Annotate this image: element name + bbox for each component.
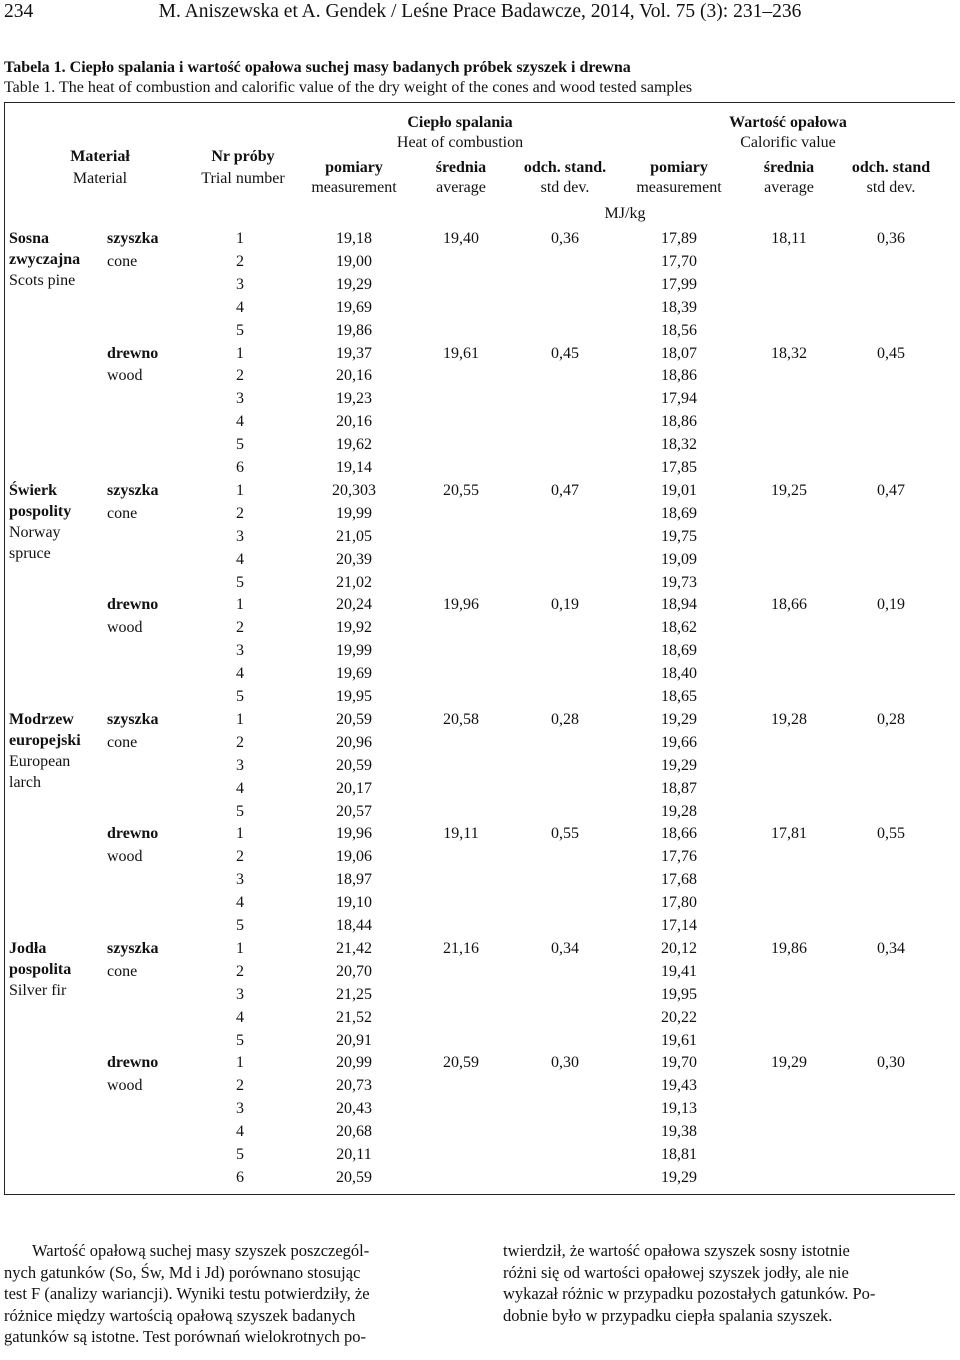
heat-measurement-cell: 19,37	[336, 344, 372, 362]
cal-measurement-cell: 17,94	[661, 390, 697, 408]
cal-measurement-cell: 17,68	[661, 871, 697, 889]
trial-number-cell: 3	[236, 275, 244, 293]
heat-measurement-cell: 20,303	[332, 481, 376, 499]
heat-average-cell: 21,16	[443, 939, 479, 957]
cal-measurement-cell: 19,70	[661, 1054, 697, 1072]
material-label-pl: drewno	[107, 344, 159, 362]
header-heat-average-pl: średnia	[435, 159, 487, 176]
trial-number-cell: 5	[236, 573, 244, 591]
header-trial-en: Trial number	[201, 170, 285, 187]
cal-measurement-cell: 19,29	[661, 710, 697, 728]
trial-number-cell: 1	[236, 596, 244, 614]
trial-number-cell: 4	[236, 1008, 244, 1026]
text-line: Wartość opałową suchej masy szyszek poszczegól-	[32, 1241, 370, 1260]
cal-std-cell: 0,34	[877, 939, 905, 957]
header-cal-average-pl: średnia	[763, 159, 815, 176]
trial-number-cell: 1	[236, 1054, 244, 1072]
cal-measurement-cell: 18,81	[661, 1146, 697, 1163]
trial-number-cell: 3	[236, 642, 244, 660]
heat-measurement-cell: 20,59	[336, 1168, 372, 1186]
header-material-pl: Materiał	[70, 148, 130, 165]
cal-measurement-cell: 19,28	[661, 802, 697, 820]
trial-number-cell: 1	[236, 825, 244, 843]
heat-measurement-cell: 19,10	[336, 894, 372, 912]
trial-number-cell: 3	[236, 871, 244, 889]
material-label-en: wood	[107, 367, 143, 385]
heat-measurement-cell: 20,57	[336, 802, 372, 820]
species-name-pl: Świerk	[9, 481, 57, 499]
cal-measurement-cell: 18,86	[661, 413, 697, 431]
cal-average-cell: 19,25	[771, 481, 807, 499]
heat-measurement-cell: 20,59	[336, 756, 372, 774]
trial-number-cell: 4	[236, 298, 244, 316]
text-line: test F (analizy wariancji). Wyniki testu potwierdziły, że	[4, 1284, 370, 1304]
header-calorific-en: Calorific value	[740, 134, 836, 151]
cal-measurement-cell: 18,39	[661, 298, 697, 316]
header-cal-std-pl: odch. stand	[851, 159, 931, 176]
trial-number-cell: 4	[236, 1123, 244, 1141]
unit-label: MJ/kg	[604, 205, 646, 222]
heat-measurement-cell: 21,02	[336, 573, 372, 591]
cal-average-cell: 19,86	[771, 939, 807, 957]
cal-measurement-cell: 19,73	[661, 573, 697, 591]
cal-measurement-cell: 17,80	[661, 894, 697, 912]
material-label-pl: drewno	[107, 825, 159, 843]
heat-measurement-cell: 21,52	[336, 1008, 372, 1026]
cal-measurement-cell: 18,56	[661, 321, 697, 339]
table-bottom-rule	[4, 1194, 955, 1195]
cal-measurement-cell: 19,61	[661, 1031, 697, 1049]
header-cal-average-en: average	[764, 179, 814, 196]
material-label-pl: szyszka	[107, 939, 159, 957]
cal-measurement-cell: 17,85	[661, 459, 697, 476]
body-text-right	[503, 1240, 956, 1326]
text-line: dobnie było w przypadku ciepła spalania szyszek.	[503, 1305, 833, 1325]
heat-measurement-cell: 19,69	[336, 298, 372, 316]
text-line: nych gatunków (So, Św, Md i Jd) porównano stosując	[4, 1262, 361, 1282]
trial-number-cell: 5	[236, 1146, 244, 1163]
text-line: różni się od wartości opałowej szyszek jodły, ale nie	[503, 1262, 849, 1282]
header-trial-pl: Nr próby	[211, 148, 275, 165]
heat-measurement-cell: 18,97	[336, 871, 372, 889]
heat-measurement-cell: 19,23	[336, 390, 372, 408]
trial-number-cell: 2	[236, 252, 244, 270]
header-heat-measurement-en: measurement	[311, 179, 397, 196]
heat-measurement-cell: 20,73	[336, 1077, 372, 1095]
cal-std-cell: 0,36	[877, 230, 905, 247]
table-top-rule	[4, 102, 955, 103]
cal-measurement-cell: 18,69	[661, 642, 697, 660]
heat-measurement-cell: 19,86	[336, 321, 372, 339]
trial-number-cell: 3	[236, 985, 244, 1003]
heat-std-cell: 0,19	[551, 596, 579, 614]
cal-measurement-cell: 19,43	[661, 1077, 697, 1095]
cal-measurement-cell: 19,66	[661, 733, 697, 751]
material-label-pl: drewno	[107, 596, 159, 614]
header-heat-pl: Ciepło spalania	[407, 114, 513, 131]
table-left-edge	[4, 102, 5, 1194]
heat-measurement-cell: 19,29	[336, 275, 372, 293]
trial-number-cell: 5	[236, 802, 244, 820]
cal-measurement-cell: 19,41	[661, 962, 697, 980]
species-name-pl: pospolity	[9, 502, 72, 520]
trial-number-cell: 4	[236, 894, 244, 912]
trial-number-cell: 6	[236, 1168, 244, 1186]
header-heat-average-en: average	[436, 179, 486, 196]
heat-measurement-cell: 20,70	[336, 962, 372, 980]
cal-measurement-cell: 18,86	[661, 367, 697, 385]
heat-measurement-cell: 19,99	[336, 504, 372, 522]
cal-measurement-cell: 18,87	[661, 779, 697, 797]
heat-measurement-cell: 19,99	[336, 642, 372, 660]
heat-measurement-cell: 20,99	[336, 1054, 372, 1072]
trial-number-cell: 2	[236, 504, 244, 522]
header-heat-std-en: std dev.	[540, 179, 590, 196]
header-heat-std-pl: odch. stand.	[523, 159, 607, 176]
species-name-en: European	[9, 752, 71, 770]
cal-measurement-cell: 19,75	[661, 527, 697, 545]
cal-std-cell: 0,45	[877, 344, 905, 362]
trial-number-cell: 4	[236, 665, 244, 683]
cal-std-cell: 0,55	[877, 825, 905, 843]
heat-measurement-cell: 20,17	[336, 779, 372, 797]
heat-std-cell: 0,55	[551, 825, 579, 843]
header-heat-en: Heat of combustion	[396, 134, 524, 151]
cal-average-cell: 18,66	[771, 596, 807, 614]
heat-std-cell: 0,36	[551, 230, 579, 247]
heat-measurement-cell: 20,43	[336, 1100, 372, 1118]
cal-average-cell: 18,32	[771, 344, 807, 362]
header-calorific-pl: Wartość opałowa	[729, 114, 847, 131]
heat-average-cell: 20,59	[443, 1054, 479, 1072]
trial-number-cell: 4	[236, 550, 244, 568]
heat-std-cell: 0,47	[551, 481, 579, 499]
caption-polish: Tabela 1. Ciepło spalania i wartość opałowa suchej masy badanych próbek szyszek i drewna	[4, 59, 631, 76]
cal-measurement-cell: 17,99	[661, 275, 697, 293]
cal-average-cell: 19,29	[771, 1054, 807, 1072]
material-label-en: wood	[107, 848, 143, 866]
heat-std-cell: 0,28	[551, 710, 579, 728]
heat-std-cell: 0,34	[551, 939, 579, 957]
page-number: 234	[4, 1, 34, 22]
heat-measurement-cell: 21,42	[336, 939, 372, 957]
trial-number-cell: 5	[236, 1031, 244, 1049]
heat-measurement-cell: 20,16	[336, 367, 372, 385]
heat-measurement-cell: 19,62	[336, 436, 372, 454]
trial-number-cell: 5	[236, 917, 244, 934]
species-name-pl: zwyczajna	[9, 251, 81, 268]
material-label-pl: szyszka	[107, 710, 159, 728]
trial-number-cell: 3	[236, 1100, 244, 1118]
heat-measurement-cell: 19,06	[336, 848, 372, 866]
heat-std-cell: 0,45	[551, 344, 579, 362]
trial-number-cell: 1	[236, 230, 244, 247]
heat-measurement-cell: 19,18	[336, 230, 372, 247]
species-name-pl: Modrzew	[9, 710, 74, 728]
cal-measurement-cell: 19,29	[661, 756, 697, 774]
page-header	[4, 0, 956, 26]
body-text-left	[4, 1240, 458, 1348]
cal-measurement-cell: 19,09	[661, 550, 697, 568]
heat-average-cell: 20,58	[443, 710, 479, 728]
heat-measurement-cell: 18,44	[336, 917, 372, 934]
heat-measurement-cell: 19,96	[336, 825, 372, 843]
heat-std-cell: 0,30	[551, 1054, 579, 1072]
heat-average-cell: 19,61	[443, 344, 479, 362]
heat-measurement-cell: 19,69	[336, 665, 372, 683]
trial-number-cell: 2	[236, 1077, 244, 1095]
heat-average-cell: 19,11	[443, 825, 479, 843]
cal-std-cell: 0,30	[877, 1054, 905, 1072]
trial-number-cell: 3	[236, 390, 244, 408]
material-label-en: wood	[107, 1077, 143, 1095]
species-name-en: larch	[9, 773, 41, 791]
text-line: różnice między wartością opałową szyszek badanych	[4, 1305, 356, 1325]
heat-measurement-cell: 20,59	[336, 710, 372, 728]
species-name-pl: pospolita	[9, 960, 72, 978]
cal-measurement-cell: 18,69	[661, 504, 697, 522]
cal-average-cell: 19,28	[771, 710, 807, 728]
species-name-en: spruce	[9, 544, 51, 562]
heat-measurement-cell: 20,91	[336, 1031, 372, 1049]
cal-average-cell: 18,11	[771, 230, 807, 247]
cal-measurement-cell: 19,38	[661, 1123, 697, 1141]
cal-measurement-cell: 20,22	[661, 1008, 697, 1026]
trial-number-cell: 1	[236, 939, 244, 957]
cal-measurement-cell: 19,13	[661, 1100, 697, 1118]
trial-number-cell: 5	[236, 321, 244, 339]
trial-number-cell: 2	[236, 733, 244, 751]
heat-measurement-cell: 19,14	[336, 459, 372, 476]
species-name-pl: Sosna	[9, 230, 50, 247]
trial-number-cell: 5	[236, 688, 244, 705]
material-label-pl: drewno	[107, 1054, 159, 1072]
heat-measurement-cell: 20,39	[336, 550, 372, 568]
trial-number-cell: 5	[236, 436, 244, 454]
heat-measurement-cell: 20,11	[336, 1146, 372, 1163]
trial-number-cell: 3	[236, 756, 244, 774]
heat-measurement-cell: 21,25	[336, 985, 372, 1003]
cal-measurement-cell: 19,29	[661, 1168, 697, 1186]
material-label-pl: szyszka	[107, 230, 159, 247]
cal-measurement-cell: 18,62	[661, 619, 697, 637]
cal-average-cell: 17,81	[771, 825, 807, 843]
cal-std-cell: 0,19	[877, 596, 905, 614]
trial-number-cell: 3	[236, 527, 244, 545]
species-name-en: Scots pine	[9, 272, 76, 289]
heat-measurement-cell: 20,68	[336, 1123, 372, 1141]
heat-measurement-cell: 20,16	[336, 413, 372, 431]
trial-number-cell: 2	[236, 367, 244, 385]
trial-number-cell: 1	[236, 710, 244, 728]
cal-measurement-cell: 17,70	[661, 252, 697, 270]
heat-measurement-cell: 20,24	[336, 596, 372, 614]
trial-number-cell: 1	[236, 344, 244, 362]
species-name-pl: europejski	[9, 731, 81, 749]
trial-number-cell: 4	[236, 413, 244, 431]
header-cal-measurement-pl: pomiary	[650, 159, 708, 176]
header-cal-measurement-en: measurement	[636, 179, 722, 196]
trial-number-cell: 2	[236, 962, 244, 980]
header-material-en: Material	[72, 170, 128, 187]
cal-measurement-cell: 18,66	[661, 825, 697, 843]
header-cal-std-en: std dev.	[866, 179, 916, 196]
cal-measurement-cell: 18,40	[661, 665, 697, 683]
heat-average-cell: 20,55	[443, 481, 479, 499]
cal-std-cell: 0,28	[877, 710, 905, 728]
heat-average-cell: 19,96	[443, 596, 479, 614]
trial-number-cell: 2	[236, 619, 244, 637]
material-label-en: wood	[107, 619, 143, 637]
text-line: gatunków są istotne. Test porównań wielokrotnych po-	[4, 1327, 366, 1347]
heat-measurement-cell: 19,92	[336, 619, 372, 637]
species-name-en: Norway	[9, 523, 61, 541]
heat-measurement-cell: 19,95	[336, 688, 372, 705]
cal-measurement-cell: 19,01	[661, 481, 697, 499]
running-head: M. Aniszewska et A. Gendek / Leśne Prace Badawcze, 2014, Vol. 75 (3): 231–236	[158, 1, 802, 22]
material-label-en: cone	[107, 962, 138, 980]
cal-measurement-cell: 18,94	[661, 596, 697, 614]
heat-average-cell: 19,40	[443, 230, 479, 247]
species-name-pl: Jodła	[9, 939, 47, 957]
material-label-en: cone	[107, 504, 138, 522]
caption-english: Table 1. The heat of combustion and calorific value of the dry weight of the cones and wood tested samples	[4, 79, 693, 96]
heat-measurement-cell: 19,00	[336, 252, 372, 270]
material-label-en: cone	[107, 733, 138, 751]
cal-measurement-cell: 17,89	[661, 230, 697, 247]
cal-measurement-cell: 17,76	[661, 848, 697, 866]
header-heat-measurement-pl: pomiary	[325, 159, 383, 176]
cal-measurement-cell: 20,12	[661, 939, 697, 957]
trial-number-cell: 2	[236, 848, 244, 866]
cal-measurement-cell: 18,32	[661, 436, 697, 454]
trial-number-cell: 4	[236, 779, 244, 797]
trial-number-cell: 6	[236, 459, 244, 476]
material-label-pl: szyszka	[107, 481, 159, 499]
cal-std-cell: 0,47	[877, 481, 905, 499]
trial-number-cell: 1	[236, 481, 244, 499]
text-line: twierdził, że wartość opałowa szyszek sosny istotnie	[503, 1241, 850, 1260]
cal-measurement-cell: 17,14	[661, 917, 697, 934]
cal-measurement-cell: 18,07	[661, 344, 697, 362]
heat-measurement-cell: 21,05	[336, 527, 372, 545]
heat-measurement-cell: 20,96	[336, 733, 372, 751]
table-caption	[4, 58, 692, 98]
text-line: wykazał różnic w przypadku pozostałych gatunków. Po-	[503, 1284, 876, 1304]
material-label-en: cone	[107, 252, 138, 270]
cal-measurement-cell: 19,95	[661, 985, 697, 1003]
cal-measurement-cell: 18,65	[661, 688, 697, 705]
species-name-en: Silver fir	[9, 981, 67, 999]
